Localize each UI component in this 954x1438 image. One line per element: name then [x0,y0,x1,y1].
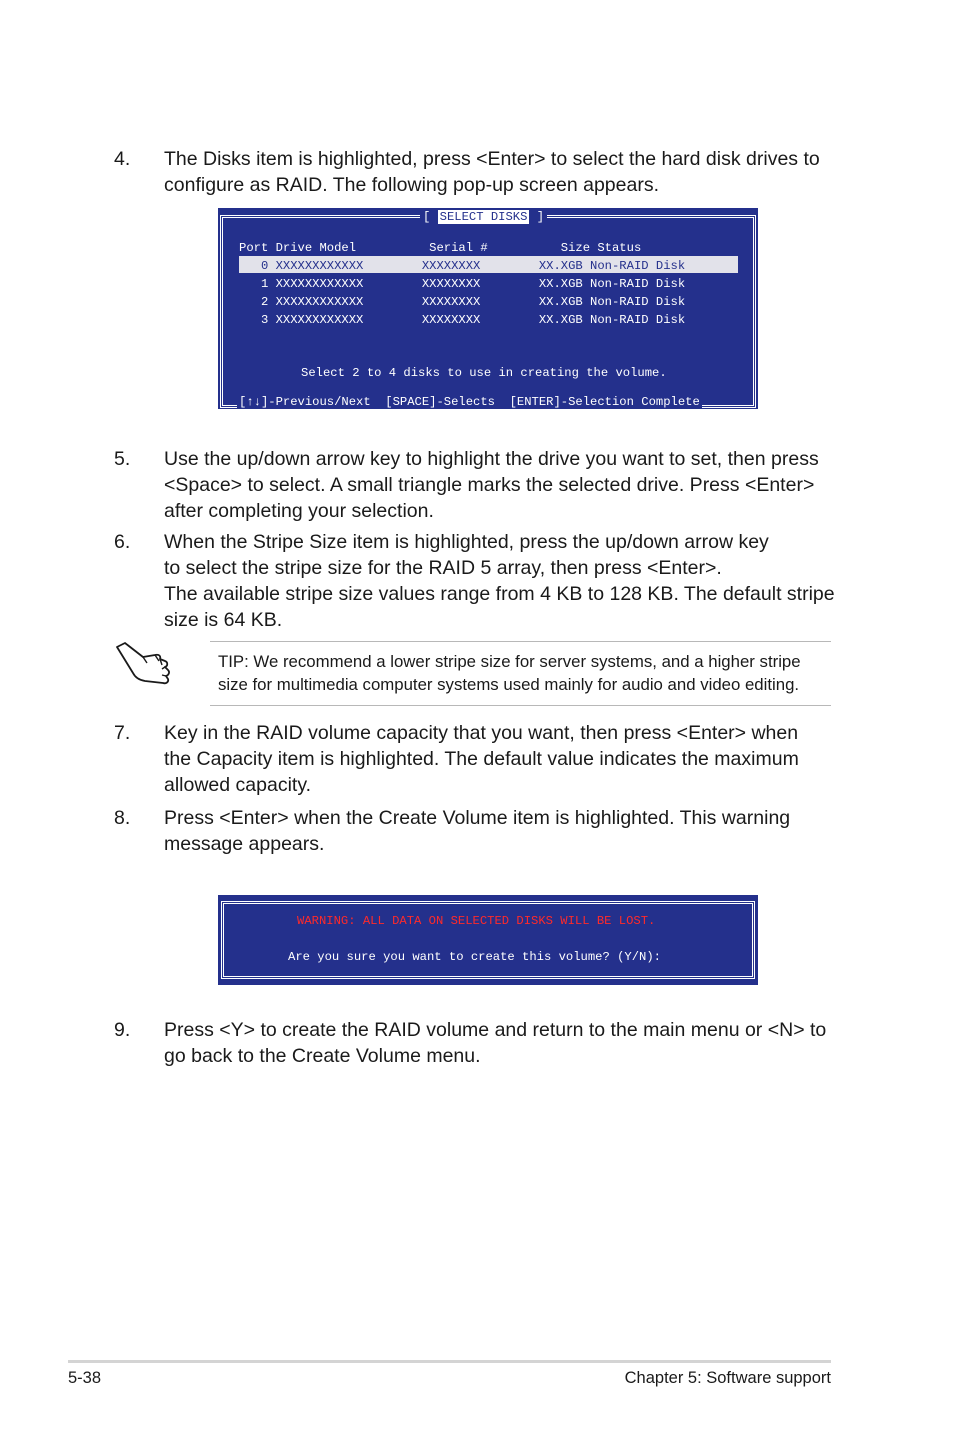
step-text [164,805,844,857]
disk-row-0[interactable]: 0 XXXXXXXXXXXX XXXXXXXX XX.XGB Non-RAID Disk [239,259,686,273]
page-number: 5-38 [68,1369,102,1387]
step-number: 5. [114,448,131,470]
step-line: Press <Y> to create the RAID volume and return to the main menu or <N> to [164,1019,827,1041]
step-number: 6. [114,531,131,553]
step-number: 4. [114,148,131,170]
tip-box [210,641,831,706]
step-line: The Disks item is highlighted, press <Enter> to select the hard disk drives to [164,148,820,170]
screen-title: [ SELECT DISKS ] [420,210,547,224]
step-line: configure as RAID. The following pop-up screen appears. [164,174,660,196]
step-line: Key in the RAID volume capacity that you want, then press <Enter> when [164,722,799,744]
confirm-prompt[interactable]: Are you sure you want to create this volume? (Y/N): [288,950,661,964]
step-text [164,1017,844,1069]
step-text [164,720,844,798]
tip-text [218,650,801,696]
table-header: Port Drive Model Serial # Size Status [239,241,642,255]
warning-screen [218,895,758,985]
step-number: 9. [114,1019,131,1041]
screen-frame [221,901,755,979]
disk-row-1[interactable]: 1 XXXXXXXXXXXX XXXXXXXX XX.XGB Non-RAID Disk [239,277,686,291]
disk-row-2[interactable]: 2 XXXXXXXXXXXX XXXXXXXX XX.XGB Non-RAID Disk [239,295,686,309]
chapter-title: Chapter 5: Software support [624,1369,831,1387]
step-number: 8. [114,807,131,829]
instruction-message: Select 2 to 4 disks to use in creating the volume. [301,366,667,380]
step-number: 7. [114,722,131,744]
select-disks-screen [218,208,758,409]
step-line: The available stripe size values range from 4 KB to 128 KB. The default stripe [164,583,835,605]
step-line: to select the stripe size for the RAID 5 array, then press <Enter>. [164,557,722,579]
disk-row-3[interactable]: 3 XXXXXXXXXXXX XXXXXXXX XX.XGB Non-RAID Disk [239,313,686,327]
footer-rule [68,1360,831,1363]
step-text [164,446,844,524]
step-line: message appears. [164,833,325,855]
step-line: the Capacity item is highlighted. The default value indicates the maximum [164,748,799,770]
step-line: allowed capacity. [164,774,312,796]
key-help: [↑↓]-Previous/Next [SPACE]-Selects [ENTER]-Selection Complete [239,395,700,409]
step-line: Press <Enter> when the Create Volume item is highlighted. This warning [164,807,791,829]
step-line: <Space> to select. A small triangle marks the selected drive. Press <Enter> [164,474,815,496]
step-line: go back to the Create Volume menu. [164,1045,481,1067]
warning-message: WARNING: ALL DATA ON SELECTED DISKS WILL BE LOST. [297,914,656,928]
step-line: size is 64 KB. [164,609,283,631]
step-line: after completing your selection. [164,500,434,522]
step-line: Use the up/down arrow key to highlight the drive you want to set, then press [164,448,819,470]
hand-pointer-icon [115,641,175,687]
step-text [164,146,844,198]
step-line: When the Stripe Size item is highlighted, press the up/down arrow key [164,531,769,553]
tip-line: TIP: We recommend a lower stripe size for server systems, and a higher stripe [218,652,801,671]
tip-line: size for multimedia computer systems used mainly for audio and video editing. [218,675,800,694]
step-text [164,529,844,633]
